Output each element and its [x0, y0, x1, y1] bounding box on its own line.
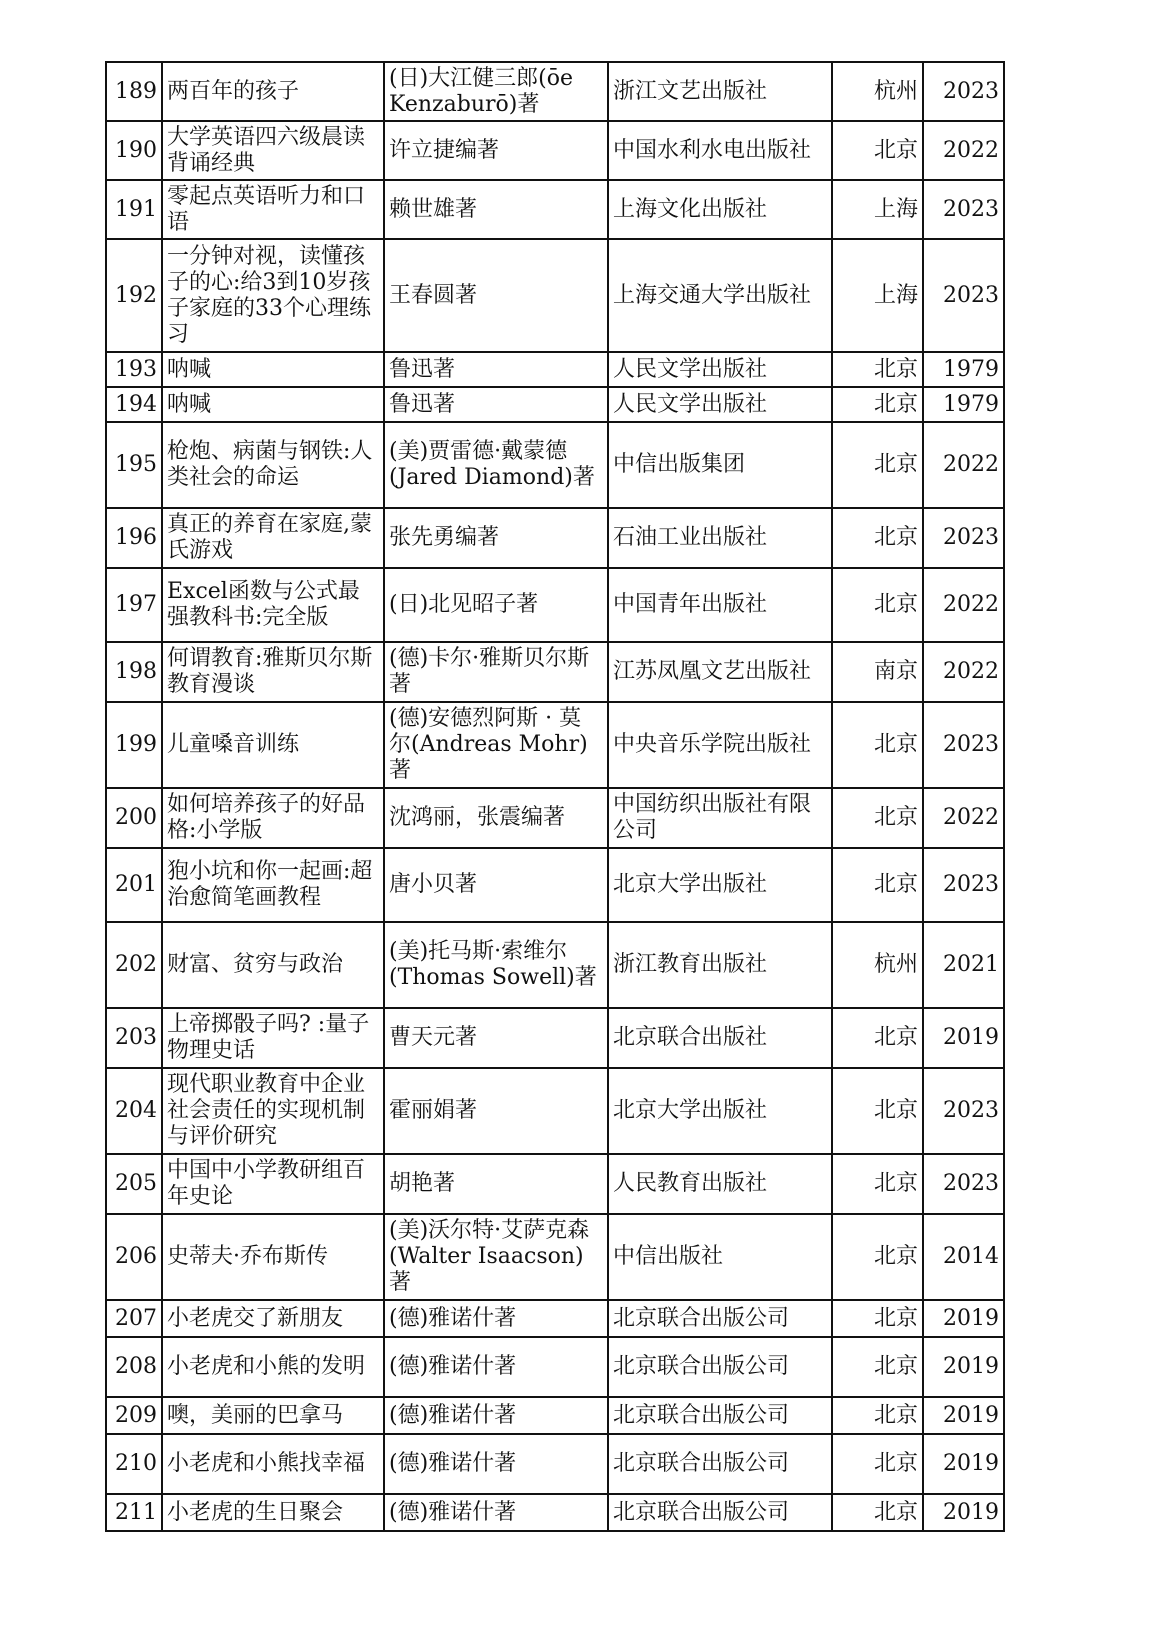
- publish-year: 2023: [923, 180, 1004, 239]
- book-number: 207: [106, 1300, 162, 1337]
- book-publisher: 北京联合出版公司: [608, 1397, 832, 1434]
- table-row: [106, 848, 1004, 922]
- book-title: 现代职业教育中企业社会责任的实现机制与评价研究: [162, 1068, 384, 1154]
- table-row: [106, 702, 1004, 788]
- book-publisher: 中信出版集团: [608, 422, 832, 508]
- book-author: (美)沃尔特·艾萨克森(Walter Isaacson)著: [384, 1214, 608, 1300]
- book-author: 霍丽娟著: [384, 1068, 608, 1154]
- publish-city: 上海: [832, 180, 923, 239]
- publish-year: 2014: [923, 1214, 1004, 1300]
- book-number: 193: [106, 352, 162, 387]
- publish-city: 北京: [832, 1337, 923, 1397]
- book-number: 203: [106, 1008, 162, 1068]
- publish-city: 北京: [832, 848, 923, 922]
- book-title: Excel函数与公式最强教科书:完全版: [162, 568, 384, 642]
- publish-year: 2022: [923, 422, 1004, 508]
- publish-city: 北京: [832, 1434, 923, 1494]
- publish-year: 2023: [923, 62, 1004, 121]
- publish-year: 2022: [923, 568, 1004, 642]
- table-row: [106, 1154, 1004, 1214]
- book-publisher: 浙江文艺出版社: [608, 62, 832, 121]
- book-author: (德)安德烈阿斯 · 莫尔(Andreas Mohr)著: [384, 702, 608, 788]
- publish-year: 2019: [923, 1008, 1004, 1068]
- book-author: 唐小贝著: [384, 848, 608, 922]
- book-publisher: 江苏凤凰文艺出版社: [608, 642, 832, 702]
- publish-city: 北京: [832, 1300, 923, 1337]
- book-author: (德)雅诺什著: [384, 1434, 608, 1494]
- book-title: 史蒂夫·乔布斯传: [162, 1214, 384, 1300]
- book-publisher: 中信出版社: [608, 1214, 832, 1300]
- publish-city: 北京: [832, 1008, 923, 1068]
- table-row: [106, 1434, 1004, 1494]
- book-publisher: 中国青年出版社: [608, 568, 832, 642]
- book-publisher: 北京联合出版公司: [608, 1337, 832, 1397]
- book-publisher: 北京联合出版公司: [608, 1434, 832, 1494]
- book-number: 198: [106, 642, 162, 702]
- book-title: 狍小坑和你一起画:超治愈简笔画教程: [162, 848, 384, 922]
- table-row: [106, 239, 1004, 352]
- book-publisher: 人民文学出版社: [608, 352, 832, 387]
- book-title: 噢，美丽的巴拿马: [162, 1397, 384, 1434]
- book-number: 206: [106, 1214, 162, 1300]
- book-author: 曹天元著: [384, 1008, 608, 1068]
- book-author: (日)北见昭子著: [384, 568, 608, 642]
- book-author: (美)托马斯·索维尔(Thomas Sowell)著: [384, 922, 608, 1008]
- book-number: 199: [106, 702, 162, 788]
- table-row: [106, 1008, 1004, 1068]
- publish-city: 北京: [832, 352, 923, 387]
- book-number: 192: [106, 239, 162, 352]
- book-number: 189: [106, 62, 162, 121]
- publish-year: 2023: [923, 508, 1004, 568]
- table-row: [106, 788, 1004, 848]
- book-title: 上帝掷骰子吗? :量子物理史话: [162, 1008, 384, 1068]
- publish-year: 2023: [923, 848, 1004, 922]
- publish-year: 2019: [923, 1434, 1004, 1494]
- table-row: [106, 1068, 1004, 1154]
- publish-city: 北京: [832, 1214, 923, 1300]
- book-title: 儿童嗓音训练: [162, 702, 384, 788]
- publish-city: 杭州: [832, 62, 923, 121]
- table-row: [106, 922, 1004, 1008]
- book-number: 211: [106, 1494, 162, 1531]
- book-author: (德)雅诺什著: [384, 1397, 608, 1434]
- table-row: [106, 352, 1004, 387]
- book-number: 202: [106, 922, 162, 1008]
- book-number: 191: [106, 180, 162, 239]
- book-publisher: 中国水利水电出版社: [608, 121, 832, 180]
- book-title: 小老虎交了新朋友: [162, 1300, 384, 1337]
- book-publisher: 北京大学出版社: [608, 1068, 832, 1154]
- publish-year: 2023: [923, 702, 1004, 788]
- book-author: (日)大江健三郎(ōe Kenzaburō)著: [384, 62, 608, 121]
- publish-city: 北京: [832, 422, 923, 508]
- book-author: 鲁迅著: [384, 352, 608, 387]
- book-number: 208: [106, 1337, 162, 1397]
- book-publisher: 北京联合出版社: [608, 1008, 832, 1068]
- table-row: [106, 62, 1004, 121]
- publish-year: 1979: [923, 387, 1004, 422]
- book-number: 205: [106, 1154, 162, 1214]
- publish-year: 2021: [923, 922, 1004, 1008]
- publish-city: 北京: [832, 387, 923, 422]
- book-list-table: [105, 61, 1005, 1532]
- book-list-body: [106, 62, 1004, 1531]
- book-publisher: 北京联合出版公司: [608, 1300, 832, 1337]
- book-publisher: 人民教育出版社: [608, 1154, 832, 1214]
- book-title: 真正的养育在家庭,蒙氏游戏: [162, 508, 384, 568]
- table-row: [106, 180, 1004, 239]
- book-author: 王春圆著: [384, 239, 608, 352]
- table-row: [106, 1214, 1004, 1300]
- book-title: 如何培养孩子的好品格:小学版: [162, 788, 384, 848]
- book-title: 大学英语四六级晨读背诵经典: [162, 121, 384, 180]
- publish-year: 2023: [923, 1154, 1004, 1214]
- book-author: (美)贾雷德·戴蒙德(Jared Diamond)著: [384, 422, 608, 508]
- publish-city: 北京: [832, 702, 923, 788]
- table-row: [106, 1337, 1004, 1397]
- publish-city: 上海: [832, 239, 923, 352]
- table-row: [106, 568, 1004, 642]
- book-title: 呐喊: [162, 387, 384, 422]
- book-title: 何谓教育:雅斯贝尔斯教育漫谈: [162, 642, 384, 702]
- book-title: 呐喊: [162, 352, 384, 387]
- publish-city: 北京: [832, 1397, 923, 1434]
- book-author: (德)雅诺什著: [384, 1494, 608, 1531]
- book-author: 许立捷编著: [384, 121, 608, 180]
- book-title: 中国中小学教研组百年史论: [162, 1154, 384, 1214]
- publish-city: 北京: [832, 1154, 923, 1214]
- book-publisher: 上海文化出版社: [608, 180, 832, 239]
- book-title: 小老虎的生日聚会: [162, 1494, 384, 1531]
- book-number: 204: [106, 1068, 162, 1154]
- book-author: 沈鸿丽，张震编著: [384, 788, 608, 848]
- publish-year: 2022: [923, 121, 1004, 180]
- book-number: 201: [106, 848, 162, 922]
- publish-year: 2023: [923, 239, 1004, 352]
- book-publisher: 中国纺织出版社有限公司: [608, 788, 832, 848]
- book-number: 209: [106, 1397, 162, 1434]
- table-row: [106, 508, 1004, 568]
- publish-year: 2019: [923, 1494, 1004, 1531]
- book-title: 枪炮、病菌与钢铁:人类社会的命运: [162, 422, 384, 508]
- publish-city: 北京: [832, 1068, 923, 1154]
- book-publisher: 人民文学出版社: [608, 387, 832, 422]
- publish-year: 1979: [923, 352, 1004, 387]
- publish-city: 北京: [832, 1494, 923, 1531]
- book-author: 赖世雄著: [384, 180, 608, 239]
- book-number: 195: [106, 422, 162, 508]
- publish-year: 2022: [923, 788, 1004, 848]
- book-author: (德)卡尔·雅斯贝尔斯著: [384, 642, 608, 702]
- publish-city: 北京: [832, 508, 923, 568]
- publish-city: 杭州: [832, 922, 923, 1008]
- book-number: 190: [106, 121, 162, 180]
- table-row: [106, 642, 1004, 702]
- book-author: 胡艳著: [384, 1154, 608, 1214]
- table-row: [106, 1494, 1004, 1531]
- book-publisher: 浙江教育出版社: [608, 922, 832, 1008]
- book-number: 196: [106, 508, 162, 568]
- book-author: (德)雅诺什著: [384, 1300, 608, 1337]
- table-row: [106, 121, 1004, 180]
- publish-city: 北京: [832, 788, 923, 848]
- book-author: 鲁迅著: [384, 387, 608, 422]
- book-title: 一分钟对视，读懂孩子的心:给3到10岁孩子家庭的33个心理练习: [162, 239, 384, 352]
- publish-year: 2019: [923, 1300, 1004, 1337]
- book-author: 张先勇编著: [384, 508, 608, 568]
- book-publisher: 北京联合出版公司: [608, 1494, 832, 1531]
- publish-city: 南京: [832, 642, 923, 702]
- publish-year: 2019: [923, 1397, 1004, 1434]
- publish-year: 2023: [923, 1068, 1004, 1154]
- book-publisher: 石油工业出版社: [608, 508, 832, 568]
- book-title: 两百年的孩子: [162, 62, 384, 121]
- book-publisher: 中央音乐学院出版社: [608, 702, 832, 788]
- book-publisher: 上海交通大学出版社: [608, 239, 832, 352]
- publish-city: 北京: [832, 121, 923, 180]
- book-title: 财富、贫穷与政治: [162, 922, 384, 1008]
- book-number: 194: [106, 387, 162, 422]
- book-publisher: 北京大学出版社: [608, 848, 832, 922]
- table-row: [106, 1397, 1004, 1434]
- book-title: 小老虎和小熊的发明: [162, 1337, 384, 1397]
- book-number: 210: [106, 1434, 162, 1494]
- publish-year: 2022: [923, 642, 1004, 702]
- book-author: (德)雅诺什著: [384, 1337, 608, 1397]
- book-number: 200: [106, 788, 162, 848]
- publish-year: 2019: [923, 1337, 1004, 1397]
- table-row: [106, 1300, 1004, 1337]
- book-title: 零起点英语听力和口语: [162, 180, 384, 239]
- table-row: [106, 387, 1004, 422]
- publish-city: 北京: [832, 568, 923, 642]
- table-row: [106, 422, 1004, 508]
- book-title: 小老虎和小熊找幸福: [162, 1434, 384, 1494]
- book-number: 197: [106, 568, 162, 642]
